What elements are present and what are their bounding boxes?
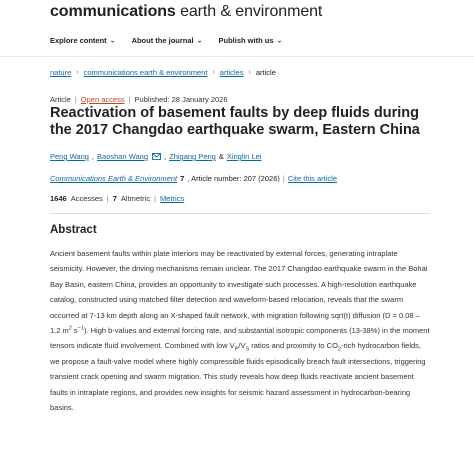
altmetric-count: 7 — [112, 194, 117, 203]
nav-explore-content[interactable]: Explore content ⌄ — [50, 36, 116, 45]
open-access-link[interactable]: Open access — [80, 95, 125, 104]
abstract-heading: Abstract — [50, 224, 97, 236]
published-date: Published: 28 January 2026 — [134, 95, 228, 104]
chevron-right-icon: › — [248, 69, 251, 76]
accesses-count: 1646 — [50, 194, 67, 203]
main-nav — [50, 36, 282, 45]
metrics-link[interactable]: Metrics — [160, 194, 185, 203]
citation-line — [50, 174, 337, 183]
breadcrumb-current: article — [255, 68, 276, 77]
author-list: Peng Wang , Baoshan Wang , Zhigang Peng & Xinglin Lei — [50, 152, 262, 161]
article-title: Reactivation of basement faults by deep fluids during the 2017 Changdao earthquake swarm, Eastern China — [50, 105, 420, 138]
chevron-down-icon: ⌄ — [109, 37, 116, 44]
breadcrumb-link-journal[interactable]: communications earth & environment — [83, 68, 208, 77]
divider-bar: | — [128, 95, 131, 104]
accesses-label: Accesses — [70, 194, 103, 203]
article-metrics — [50, 194, 184, 203]
brand-bold: communications — [50, 3, 176, 20]
chevron-right-icon: › — [212, 69, 215, 76]
abstract-text: Ancient basement faults within plate interiors may be reactivated by external forces, generating intraplate seismicity. However, the driving mechanisms remain unclear. The 2017 Changdao earthquake swarm in the Bohai Bay Basin, eastern China, provides an opportunity to investigate such processes. A high-resolution earthquake catalog, constructed using matched filter detection and waveform-based relocation, reveals that the swarm occurred at 7-13 km depth along an X-shaped fault network, with migration following sqrt(t) diffusion (D = 0.08 – 1.2 $m^2$ $s^{-1}$). High b-values and external forcing rate, and substantial isotropic components (13-38%) in the moment tensors indicate fluid involvement. Combined with low $V_P/V_S$ ratios and proximity to $CO_2$-rich hydrocarbon fields, we propose a fault-valve model where highly compressible fluids episodically breach fault intersections, triggering transient crack opening and swarm migration. This study reveals how deep fluids reactivate ancient basement faults in intraplate regions, and provides new insights for seismic hazard assessment in hydrocarbon-bearing basins. — [50, 249, 430, 413]
journal-brand-logo[interactable] — [50, 2, 322, 22]
author-link[interactable]: Peng Wang — [50, 152, 89, 161]
chevron-down-icon: ⌄ — [196, 37, 203, 44]
article-number: , Article number: 207 (2026) — [187, 174, 280, 183]
divider-bar: | — [106, 194, 109, 203]
breadcrumb — [50, 68, 276, 77]
site-header — [0, 0, 474, 57]
author-link[interactable]: Zhigang Peng — [169, 152, 216, 161]
chevron-right-icon: › — [76, 69, 79, 76]
divider-bar: | — [282, 174, 285, 183]
article-type: Article — [50, 95, 71, 104]
divider-bar: | — [154, 194, 157, 203]
journal-volume: 7 — [180, 174, 185, 183]
altmetric-label: Altmetric — [120, 194, 151, 203]
breadcrumb-link-articles[interactable]: articles — [219, 68, 244, 77]
nav-about-journal[interactable]: About the journal ⌄ — [131, 36, 203, 45]
author-link[interactable]: Xinglin Lei — [226, 152, 262, 161]
brand-rest: earth & environment — [175, 3, 323, 20]
divider-bar: | — [74, 95, 77, 104]
chevron-down-icon: ⌄ — [276, 37, 283, 44]
journal-link[interactable]: Communications Earth & Environment — [50, 174, 178, 183]
section-divider — [50, 213, 430, 214]
breadcrumb-link-nature[interactable]: nature — [50, 68, 72, 77]
nav-publish-with-us[interactable]: Publish with us ⌄ — [218, 36, 283, 45]
mail-icon[interactable] — [152, 153, 161, 160]
cite-this-article-link[interactable]: Cite this article — [287, 174, 338, 183]
article-meta — [50, 95, 228, 104]
author-link[interactable]: Baoshan Wang — [97, 152, 149, 161]
